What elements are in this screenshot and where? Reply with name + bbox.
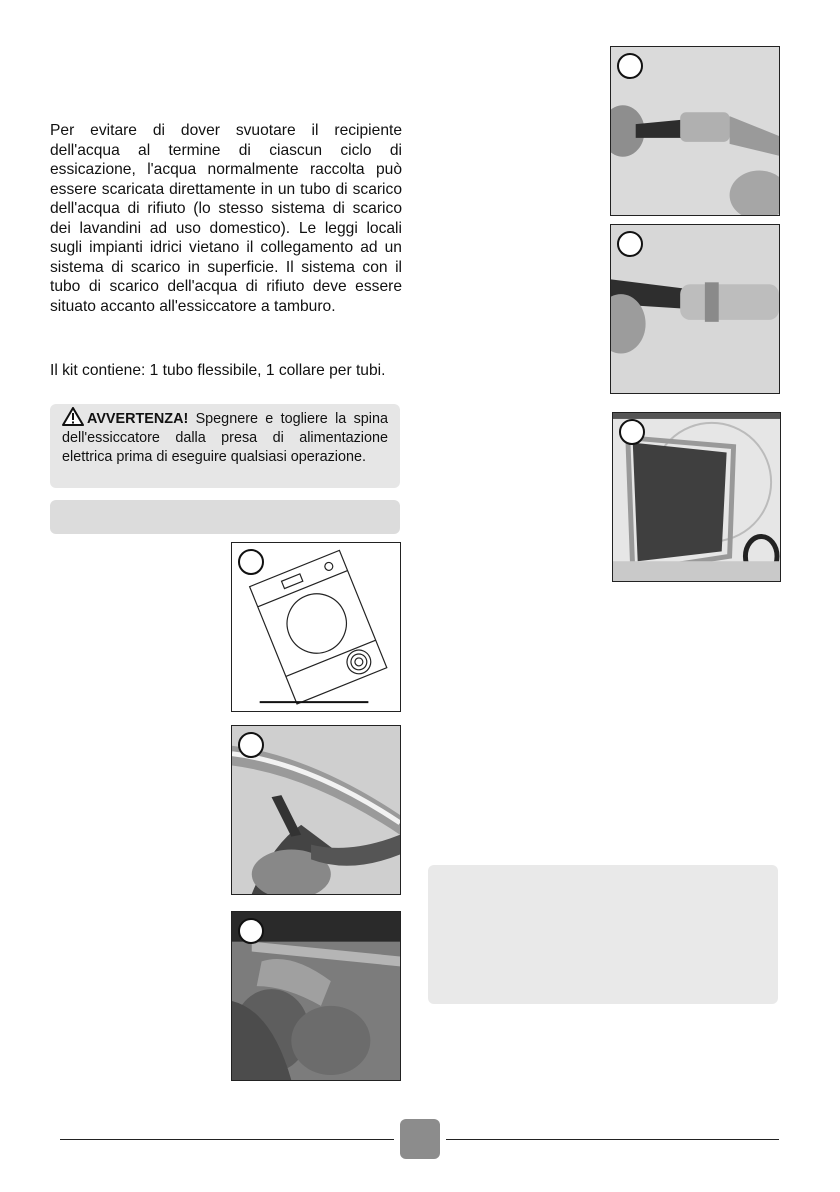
- section-heading-bar: [50, 500, 400, 534]
- figure-dryer-drawing: [231, 542, 401, 712]
- page-number-tab: [400, 1119, 440, 1159]
- step-badge: [617, 53, 643, 79]
- step-badge: [619, 419, 645, 445]
- warning-box: [50, 404, 400, 488]
- figure-dryer-back: [612, 412, 781, 582]
- figure-pliers-clamp: [231, 725, 401, 895]
- figure-pliers-on-hose: [610, 46, 780, 216]
- note-box: [428, 865, 778, 1004]
- footer-rule: [446, 1139, 779, 1140]
- kit-contents: Il kit contiene: 1 tubo flessibile, 1 collare per tubi.: [50, 362, 386, 379]
- step-badge: [238, 918, 264, 944]
- footer-rule: [60, 1139, 394, 1140]
- warning-triangle-icon: [62, 407, 84, 426]
- step-badge: [617, 231, 643, 257]
- warning-text: Spegnere e togliere la spina dell'essiccatore dalla presa di alimentazione elettrica prima di eseguire qualsiasi operazione.: [62, 411, 388, 465]
- step-badge: [238, 549, 264, 575]
- step-badge: [238, 732, 264, 758]
- warning-title: AVVERTENZA!: [87, 411, 189, 427]
- intro-paragraph: Per evitare di dover svuotare il recipiente dell'acqua al termine di ciascun ciclo di essicazione, l'acqua normalmente raccolta può essere scaricata direttamente in un tubo di scarico dell'acqua di rifiuto (lo stesso sistema di scarico dei lavandini ad uso domestico). Le leggi locali sugli impianti idrici vietano il collegamento ad un sistema di scarico in superficie. Il sistema con il tubo di scarico dell'acqua di rifiuto deve essere situato accanto all'essiccatore a tamburo.: [50, 122, 402, 315]
- figure-hose-disconnect: [231, 911, 401, 1081]
- figure-clamp-fitted: [610, 224, 780, 394]
